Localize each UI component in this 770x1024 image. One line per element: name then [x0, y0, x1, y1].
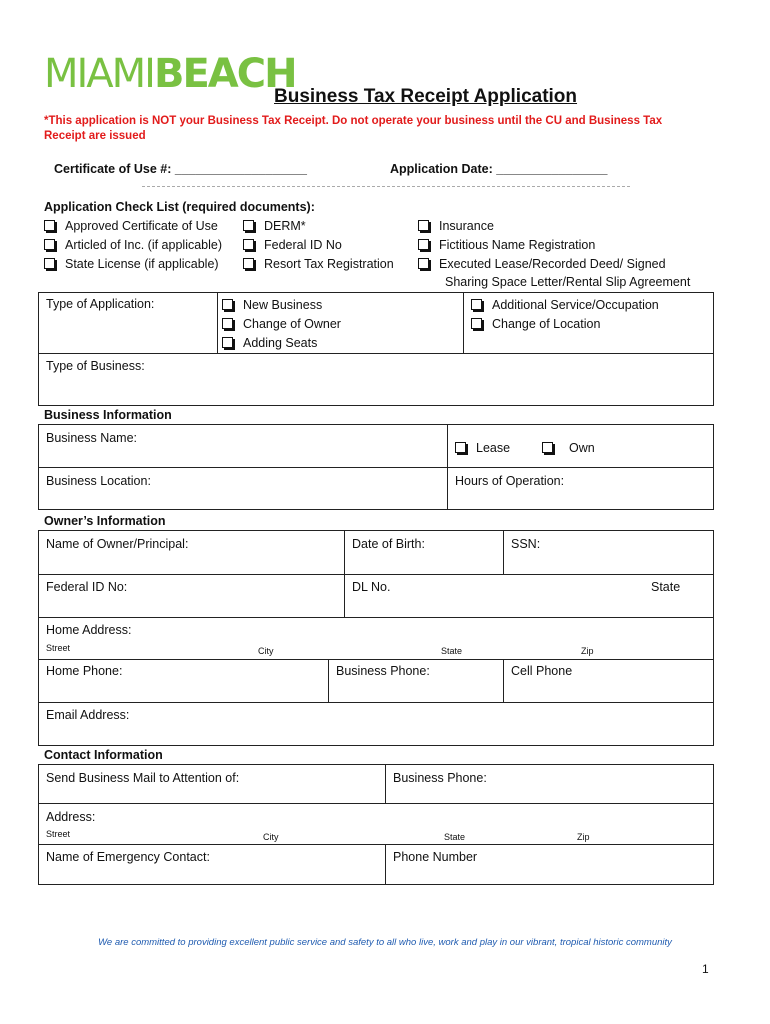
owner-name-label: Name of Owner/Principal:	[46, 537, 189, 551]
checkbox-icon[interactable]	[44, 220, 55, 231]
checkbox-icon[interactable]	[222, 337, 233, 348]
option-additional-service[interactable]: Additional Service/Occupation	[471, 298, 659, 312]
checkbox-icon[interactable]	[243, 220, 254, 231]
checkbox-icon[interactable]	[471, 299, 482, 310]
date-of-birth-label: Date of Birth:	[352, 537, 425, 551]
phone-number-label: Phone Number	[393, 850, 478, 864]
option-own[interactable]: Own	[542, 441, 595, 455]
miami-beach-logo	[44, 52, 296, 96]
divider	[447, 424, 448, 510]
divider	[344, 530, 345, 617]
checkbox-icon[interactable]	[418, 220, 429, 231]
checkbox-icon[interactable]	[243, 258, 254, 269]
mail-attention-label: Send Business Mail to Attention of:	[46, 771, 240, 785]
contact-business-phone-label: Business Phone:	[393, 771, 487, 785]
page-number: 1	[702, 962, 709, 976]
checkbox-icon[interactable]	[455, 442, 466, 453]
street-label: Street	[46, 643, 71, 653]
checklist-item[interactable]: Federal ID No	[243, 238, 342, 252]
checkbox-icon[interactable]	[243, 239, 254, 250]
form-title: Business Tax Receipt Application	[274, 86, 578, 107]
hours-of-operation-label: Hours of Operation:	[455, 474, 565, 488]
certificate-of-use-field[interactable]: Certificate of Use #: ___________________	[54, 162, 307, 176]
checklist-item[interactable]: Approved Certificate of Use	[44, 219, 218, 233]
business-location-label: Business Location:	[46, 474, 151, 488]
cell-phone-label: Cell Phone	[511, 664, 573, 678]
divider	[38, 803, 714, 804]
business-phone-label: Business Phone:	[336, 664, 430, 678]
home-address-label: Home Address:	[46, 623, 132, 637]
checklist-item[interactable]: Resort Tax Registration	[243, 257, 394, 271]
business-name-label: Business Name:	[46, 431, 138, 445]
contact-address-label: Address:	[46, 810, 96, 824]
logo-part2: BEACH	[153, 51, 296, 97]
divider	[38, 844, 714, 845]
checklist-item[interactable]: Fictitious Name Registration	[418, 238, 595, 252]
warning-notice: *This application is NOT your Business Tax Receipt. Do not operate your business until the CU and Business Tax Receipt are issued	[44, 115, 663, 142]
dl-number-label: DL No.	[352, 580, 391, 594]
divider	[38, 467, 714, 468]
state-label: State	[441, 646, 463, 656]
federal-id-label: Federal ID No:	[46, 580, 128, 594]
divider	[463, 292, 464, 354]
divider	[503, 530, 504, 574]
divider	[385, 764, 386, 803]
checkbox-icon[interactable]	[44, 239, 55, 250]
dashed-divider	[142, 186, 630, 187]
email-address-label: Email Address:	[46, 708, 130, 722]
footer-statement: We are committed to providing excellent public service and safety to all who live, work and play in our vibrant, tropical historic community	[98, 937, 672, 948]
home-phone-label: Home Phone:	[46, 664, 123, 678]
contact-state-label: State	[444, 832, 466, 842]
checklist-item[interactable]: Articled of Inc. (if applicable)	[44, 238, 222, 252]
divider	[38, 574, 714, 575]
divider	[217, 292, 218, 354]
owner-info-box	[38, 530, 714, 746]
checkbox-icon[interactable]	[471, 318, 482, 329]
checkbox-icon[interactable]	[44, 258, 55, 269]
city-label: City	[258, 646, 274, 656]
checklist-item[interactable]: DERM*	[243, 219, 306, 233]
checklist-heading: Application Check List (required documents):	[44, 200, 315, 214]
checklist-item-continued: Sharing Space Letter/Rental Slip Agreement	[445, 275, 691, 289]
contact-info-heading: Contact Information	[44, 748, 163, 762]
application-date-field[interactable]: Application Date: ________________	[390, 162, 608, 176]
business-info-heading: Business Information	[44, 408, 172, 422]
option-change-of-owner[interactable]: Change of Owner	[222, 317, 341, 331]
logo-part1: MIAMI	[44, 51, 154, 97]
divider	[503, 659, 504, 702]
contact-street-label: Street	[46, 829, 71, 839]
contact-zip-label: Zip	[577, 832, 590, 842]
type-of-application-label: Type of Application:	[46, 297, 155, 311]
checklist-item[interactable]: Executed Lease/Recorded Deed/ Signed	[418, 257, 666, 271]
emergency-contact-label: Name of Emergency Contact:	[46, 850, 210, 864]
divider	[38, 617, 714, 618]
option-new-business[interactable]: New Business	[222, 298, 322, 312]
ssn-label: SSN:	[511, 537, 541, 551]
contact-city-label: City	[263, 832, 279, 842]
divider	[38, 659, 714, 660]
type-of-business-label: Type of Business:	[46, 359, 145, 373]
checkbox-icon[interactable]	[418, 239, 429, 250]
checkbox-icon[interactable]	[542, 442, 553, 453]
checklist-item[interactable]: State License (if applicable)	[44, 257, 219, 271]
divider	[38, 702, 714, 703]
divider	[385, 844, 386, 885]
option-change-of-location[interactable]: Change of Location	[471, 317, 600, 331]
divider	[328, 659, 329, 702]
owner-info-heading: Owner’s Information	[44, 514, 166, 528]
checkbox-icon[interactable]	[418, 258, 429, 269]
checkbox-icon[interactable]	[222, 299, 233, 310]
dl-state-label: State	[651, 580, 681, 594]
option-lease[interactable]: Lease	[455, 441, 510, 455]
checklist-item[interactable]: Insurance	[418, 219, 494, 233]
zip-label: Zip	[581, 646, 594, 656]
option-adding-seats[interactable]: Adding Seats	[222, 336, 317, 350]
checkbox-icon[interactable]	[222, 318, 233, 329]
